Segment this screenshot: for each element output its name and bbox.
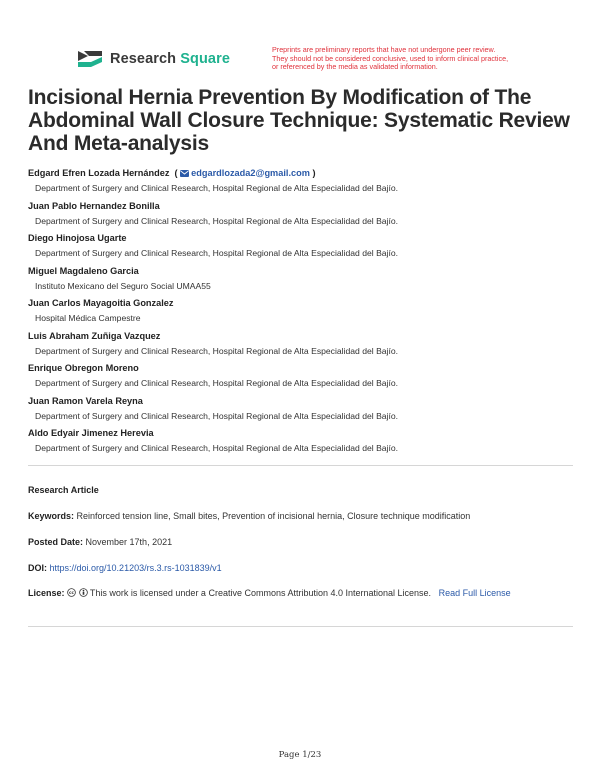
author-name: Luis Abraham Zuñiga Vazquez bbox=[28, 330, 161, 341]
preprint-disclaimer: Preprints are preliminary reports that have not undergone peer review. They should not be considered conclusive, used to inform clinical practice, or referenced by the media as validated information. bbox=[272, 45, 509, 72]
author-entry bbox=[28, 265, 573, 298]
author-name: Enrique Obregon Moreno bbox=[28, 363, 139, 373]
author-affiliation: Instituto Mexicano del Seguro Social UMAA55 bbox=[35, 280, 211, 291]
doi-label: DOI: bbox=[28, 563, 47, 573]
envelope-icon bbox=[180, 170, 189, 177]
license-text: This work is licensed under a Creative Commons Attribution 4.0 International License. bbox=[89, 588, 432, 598]
author-affiliation: Department of Surgery and Clinical Research, Hospital Regional de Alta Especialidad del Bajío. bbox=[35, 345, 399, 356]
posted-date-label: Posted Date: bbox=[28, 537, 84, 547]
page-number: Page 1/23 bbox=[278, 750, 322, 760]
author-affiliation: Department of Surgery and Clinical Research, Hospital Regional de Alta Especialidad del Bajío. bbox=[35, 215, 399, 226]
section-divider bbox=[28, 465, 573, 466]
keywords-value: Reinforced tension line, Small bites, Prevention of incisional hernia, Closure technique modification bbox=[76, 511, 471, 521]
author-entry bbox=[28, 200, 573, 233]
research-square-logo[interactable] bbox=[76, 48, 230, 70]
author-affiliation: Department of Surgery and Clinical Research, Hospital Regional de Alta Especialidad del Bajío. bbox=[35, 378, 399, 388]
doi bbox=[28, 562, 573, 575]
author-entry bbox=[28, 232, 573, 265]
posted-date bbox=[28, 536, 573, 549]
author-affiliation: Department of Surgery and Clinical Research, Hospital Regional de Alta Especialidad del Bajío. bbox=[35, 183, 399, 193]
read-full-license-link[interactable]: Read Full License bbox=[438, 588, 511, 598]
author-name: Diego Hinojosa Ugarte bbox=[28, 233, 127, 243]
author-name: Juan Carlos Mayagoitia Gonzalez bbox=[28, 298, 174, 308]
svg-text:cc: cc bbox=[69, 590, 74, 596]
author-affiliation: Hospital Médica Campestre bbox=[35, 313, 141, 323]
doi-link[interactable]: https://doi.org/10.21203/rs.3.rs-1031839/v1 bbox=[49, 563, 222, 573]
keywords-label: Keywords: bbox=[28, 511, 75, 521]
author-entry: Edgard Efren Lozada Hernández ( edgardlozada2@gmail.com ) Department of Surgery and Clinical Research, Hospital Regional de Alta Especialidad del Bajío. bbox=[28, 167, 573, 200]
paper-title: Incisional Hernia Prevention By Modification of The Abdominal Wall Closure Technique: Systematic Review And Meta-analysis bbox=[28, 86, 570, 155]
article-type: Research Article bbox=[28, 485, 99, 495]
author-name: Miguel Magdaleno Garcia bbox=[28, 265, 139, 276]
author-name: Aldo Edyair Jimenez Herevia bbox=[28, 428, 154, 438]
license bbox=[28, 587, 573, 600]
author-name: Edgard Efren Lozada Hernández bbox=[28, 168, 170, 178]
posted-date-value: November 17th, 2021 bbox=[85, 537, 173, 547]
author-entry bbox=[28, 362, 573, 395]
author-entry bbox=[28, 427, 573, 460]
author-affiliation: Department of Surgery and Clinical Research, Hospital Regional de Alta Especialidad del Bajío. bbox=[35, 443, 399, 453]
author-entry bbox=[28, 395, 573, 428]
keywords bbox=[28, 510, 573, 523]
research-square-logo-icon bbox=[76, 48, 104, 70]
section-divider bbox=[28, 626, 573, 627]
author-affiliation: Department of Surgery and Clinical Research, Hospital Regional de Alta Especialidad del Bajío. bbox=[35, 248, 399, 258]
author-list bbox=[28, 167, 573, 460]
author-name: Juan Pablo Hernandez Bonilla bbox=[28, 200, 160, 211]
author-affiliation: Department of Surgery and Clinical Research, Hospital Regional de Alta Especialidad del Bajío. bbox=[35, 410, 399, 421]
author-entry bbox=[28, 297, 573, 330]
author-name: Juan Ramon Varela Reyna bbox=[28, 395, 143, 406]
author-entry bbox=[28, 330, 573, 363]
license-label: License: bbox=[28, 588, 65, 598]
logo-wordmark: Research Square bbox=[110, 51, 230, 67]
creative-commons-icon bbox=[67, 588, 76, 597]
author-email-link[interactable]: edgardlozada2@gmail.com bbox=[180, 168, 310, 178]
attribution-icon bbox=[79, 588, 88, 597]
